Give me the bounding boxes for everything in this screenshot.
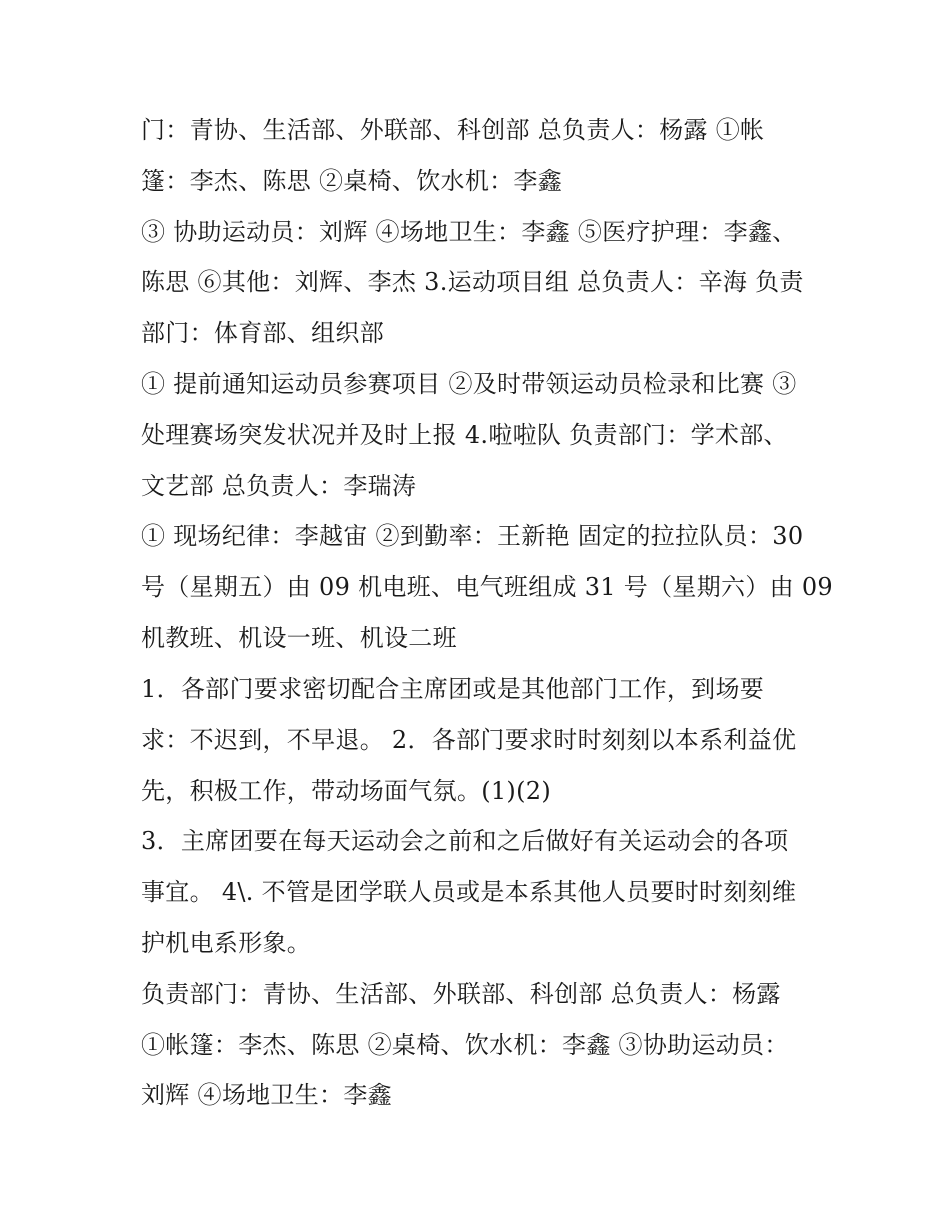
text-line: 陈思 ⑥其他：刘辉、李杰 3.运动项目组 总负责人：辛海 负责 <box>141 268 804 296</box>
text-line: 负责部门：青协、生活部、外联部、科创部 总负责人：杨露 <box>141 980 781 1008</box>
text-line: 护机电系形象。 <box>141 929 312 957</box>
text-line: 1．各部门要求密切配合主席团或是其他部门工作，到场要 <box>141 675 765 703</box>
text-line: 号（星期五）由 09 机电班、电气班组成 31 号（星期六）由 09 <box>141 573 833 601</box>
text-line: 篷：李杰、陈思 ②桌椅、饮水机：李鑫 <box>141 167 563 195</box>
text-line: 机教班、机设一班、机设二班 <box>141 624 457 652</box>
text-line: 部门：体育部、组织部 <box>141 319 384 347</box>
text-line: ③ 协助运动员：刘辉 ④场地卫生：李鑫 ⑤医疗护理：李鑫、 <box>141 218 797 246</box>
text-line: 处理赛场突发状况并及时上报 4.啦啦队 负责部门：学术部、 <box>141 421 788 449</box>
text-line: 刘辉 ④场地卫生：李鑫 <box>141 1081 392 1109</box>
text-line: 3．主席团要在每天运动会之前和之后做好有关运动会的各项 <box>141 827 789 855</box>
text-line: 求：不迟到，不早退。 2．各部门要求时时刻刻以本系利益优 <box>141 726 797 754</box>
text-line: 文艺部 总负责人：李瑞涛 <box>141 472 417 500</box>
text-line: ①帐篷：李杰、陈思 ②桌椅、饮水机：李鑫 ③协助运动员： <box>141 1031 789 1059</box>
text-line: 门：青协、生活部、外联部、科创部 总负责人：杨露 ①帐 <box>141 116 765 144</box>
text-line: ① 现场纪律：李越宙 ②到勤率：王新艳 固定的拉拉队员：30 <box>141 522 804 550</box>
text-line: 事宜。 4\. 不管是团学联人员或是本系其他人员要时时刻刻维 <box>141 878 797 906</box>
text-line: 先，积极工作，带动场面气氛。(1)(2) <box>141 777 551 805</box>
text-line: ① 提前通知运动员参赛项目 ②及时带领运动员检录和比赛 ③ <box>141 370 797 398</box>
